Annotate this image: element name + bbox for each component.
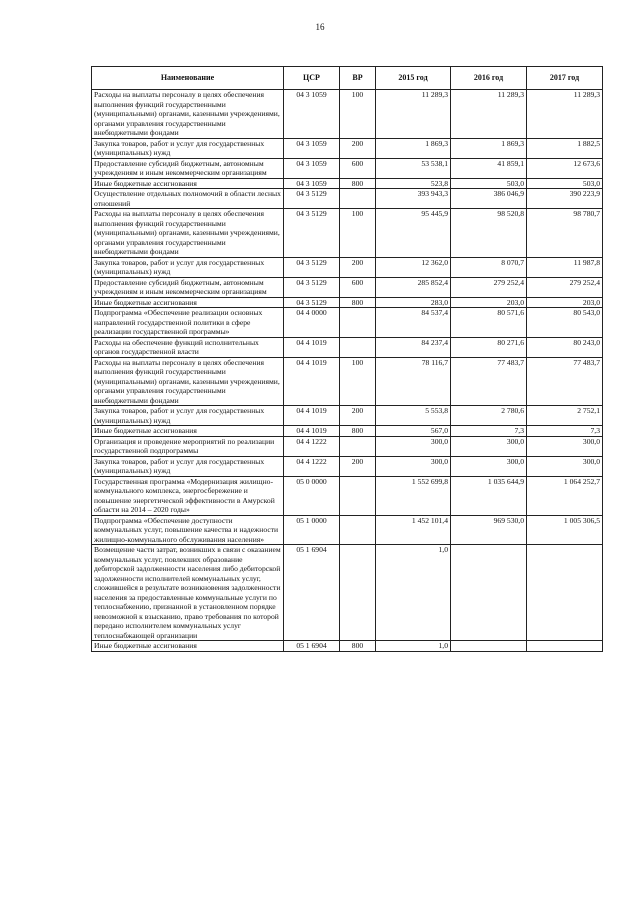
- row-2017: 279 252,4: [527, 277, 603, 297]
- row-vr: [340, 515, 376, 545]
- row-vr: [340, 545, 376, 641]
- header-2017: 2017 год: [527, 67, 603, 90]
- row-csr: 04 4 1222: [284, 436, 340, 456]
- row-2015: 283,0: [376, 297, 451, 308]
- row-name: Предоставление субсидий бюджетным, автономным учреждениям и иным некоммерческим организациям: [92, 158, 284, 178]
- row-2017: [527, 641, 603, 652]
- row-2016: [451, 641, 527, 652]
- row-2017: 390 223,9: [527, 189, 603, 209]
- row-name: Предоставление субсидий бюджетным, автономным учреждениям и иным некоммерческим организациям: [92, 277, 284, 297]
- row-vr: 800: [340, 641, 376, 652]
- budget-table: [91, 66, 603, 652]
- row-csr: 04 3 1059: [284, 158, 340, 178]
- table-row: [92, 337, 603, 357]
- header-csr: ЦСР: [284, 67, 340, 90]
- table-row: [92, 277, 603, 297]
- row-csr: 04 3 1059: [284, 138, 340, 158]
- table-row: [92, 641, 603, 652]
- row-vr: 200: [340, 257, 376, 277]
- row-2016: 279 252,4: [451, 277, 527, 297]
- table-row: [92, 138, 603, 158]
- table-row: [92, 178, 603, 189]
- row-2015: 1,0: [376, 545, 451, 641]
- header-name: Наименование: [92, 67, 284, 90]
- row-vr: [340, 476, 376, 515]
- row-2015: 300,0: [376, 436, 451, 456]
- row-csr: 05 1 6904: [284, 545, 340, 641]
- table-row: [92, 257, 603, 277]
- table-row: [92, 209, 603, 258]
- table-row: [92, 90, 603, 139]
- row-2017: 11 289,3: [527, 90, 603, 139]
- row-csr: 05 1 0000: [284, 515, 340, 545]
- row-name: Осуществление отдельных полномочий в области лесных отношений: [92, 189, 284, 209]
- row-name: Расходы на выплаты персоналу в целях обеспечения выполнения функций государственными (муниципальными) органами, казенными учреждениями, органами управления государственными внебюджетными фондами: [92, 357, 284, 406]
- row-csr: 05 1 6904: [284, 641, 340, 652]
- row-2016: 80 271,6: [451, 337, 527, 357]
- row-name: Расходы на выплаты персоналу в целях обеспечения выполнения функций государственными (муниципальными) органами, казенными учреждениями, органами управления государственными внебюджетными фондами: [92, 90, 284, 139]
- row-2017: 80 543,0: [527, 308, 603, 338]
- row-vr: 100: [340, 209, 376, 258]
- row-2015: 53 538,1: [376, 158, 451, 178]
- row-vr: 600: [340, 277, 376, 297]
- table-row: [92, 158, 603, 178]
- row-2016: 41 859,1: [451, 158, 527, 178]
- row-2017: 77 483,7: [527, 357, 603, 406]
- row-2017: 503,0: [527, 178, 603, 189]
- row-2015: 285 852,4: [376, 277, 451, 297]
- row-csr: 04 4 0000: [284, 308, 340, 338]
- row-2017: 1 882,5: [527, 138, 603, 158]
- row-2017: 203,0: [527, 297, 603, 308]
- row-vr: 600: [340, 158, 376, 178]
- row-name: Расходы на обеспечение функций исполнительных органов государственной власти: [92, 337, 284, 357]
- row-name: Иные бюджетные ассигнования: [92, 178, 284, 189]
- row-name: Подпрограмма «Обеспечение доступности коммунальных услуг, повышение качества и надежности жилищно-коммунального обслуживания населения»: [92, 515, 284, 545]
- row-2017: 80 243,0: [527, 337, 603, 357]
- row-csr: 04 4 1019: [284, 406, 340, 426]
- row-2015: 1 452 101,4: [376, 515, 451, 545]
- row-2017: 300,0: [527, 436, 603, 456]
- row-2016: 203,0: [451, 297, 527, 308]
- table-row: [92, 189, 603, 209]
- table-row: [92, 357, 603, 406]
- row-vr: 800: [340, 297, 376, 308]
- row-name: Подпрограмма «Обеспечение реализации основных направлений государственной политики в сфере реализации государственной программы»: [92, 308, 284, 338]
- row-2017: [527, 545, 603, 641]
- row-2017: 98 780,7: [527, 209, 603, 258]
- row-vr: 200: [340, 138, 376, 158]
- row-2016: 300,0: [451, 456, 527, 476]
- row-2015: 78 116,7: [376, 357, 451, 406]
- row-name: Организация и проведение мероприятий по реализации государственной подпрограммы: [92, 436, 284, 456]
- row-2017: 1 005 306,5: [527, 515, 603, 545]
- row-2016: 300,0: [451, 436, 527, 456]
- row-2015: 5 553,8: [376, 406, 451, 426]
- table-row: [92, 456, 603, 476]
- row-csr: 04 3 1059: [284, 178, 340, 189]
- row-2015: 84 537,4: [376, 308, 451, 338]
- header-2015: 2015 год: [376, 67, 451, 90]
- table-row: [92, 426, 603, 437]
- row-2016: 98 520,8: [451, 209, 527, 258]
- row-2016: 11 289,3: [451, 90, 527, 139]
- row-vr: [340, 189, 376, 209]
- row-2016: 7,3: [451, 426, 527, 437]
- row-vr: 200: [340, 456, 376, 476]
- row-2016: [451, 545, 527, 641]
- header-vr: ВР: [340, 67, 376, 90]
- row-csr: 04 3 5129: [284, 189, 340, 209]
- table-row: [92, 297, 603, 308]
- row-2016: 2 780,6: [451, 406, 527, 426]
- row-name: Иные бюджетные ассигнования: [92, 426, 284, 437]
- row-2016: 1 869,3: [451, 138, 527, 158]
- row-2015: 11 289,3: [376, 90, 451, 139]
- row-2016: 1 035 644,9: [451, 476, 527, 515]
- row-2015: 523,8: [376, 178, 451, 189]
- header-2016: 2016 год: [451, 67, 527, 90]
- row-csr: 04 4 1222: [284, 456, 340, 476]
- row-csr: 04 4 1019: [284, 337, 340, 357]
- row-name: Расходы на выплаты персоналу в целях обеспечения выполнения функций государственными (муниципальными) органами, казенными учреждениями, органами управления государственными внебюджетными фондами: [92, 209, 284, 258]
- row-2017: 12 673,6: [527, 158, 603, 178]
- row-csr: 05 0 0000: [284, 476, 340, 515]
- row-csr: 04 3 5129: [284, 277, 340, 297]
- row-2017: 300,0: [527, 456, 603, 476]
- row-vr: 100: [340, 357, 376, 406]
- row-2016: 386 046,9: [451, 189, 527, 209]
- table-row: [92, 515, 603, 545]
- row-csr: 04 4 1019: [284, 426, 340, 437]
- row-name: Возмещение части затрат, возникших в связи с оказанием коммунальных услуг, повлекших образование дебиторской задолженности населения либо дебиторской задолженности исполнителей коммунальных услуг, сложившейся в результате возникновения задолженности населения за предоставленные коммунальные услуги по теплоснабжению, признанной в установленном порядке невозможной к взысканию, право требования по которой передано исполнителем коммунальных услуг теплоснабжающей организации: [92, 545, 284, 641]
- row-2016: 77 483,7: [451, 357, 527, 406]
- row-2016: 80 571,6: [451, 308, 527, 338]
- row-2015: 1 552 699,8: [376, 476, 451, 515]
- row-2017: 1 064 252,7: [527, 476, 603, 515]
- table-row: [92, 308, 603, 338]
- row-name: Закупка товаров, работ и услуг для государственных (муниципальных) нужд: [92, 406, 284, 426]
- row-csr: 04 3 5129: [284, 257, 340, 277]
- table-header-row: [92, 67, 603, 90]
- row-csr: 04 3 1059: [284, 90, 340, 139]
- table-body: [92, 90, 603, 652]
- row-2016: 503,0: [451, 178, 527, 189]
- row-vr: 800: [340, 178, 376, 189]
- row-name: Государственная программа «Модернизация жилищно-коммунального комплекса, энергосбережение и повышение энергетической эффективности в Амурской области на 2014 – 2020 годы»: [92, 476, 284, 515]
- row-csr: 04 3 5129: [284, 209, 340, 258]
- row-name: Иные бюджетные ассигнования: [92, 641, 284, 652]
- row-2016: 8 070,7: [451, 257, 527, 277]
- table-row: [92, 545, 603, 641]
- table-row: [92, 436, 603, 456]
- row-vr: [340, 337, 376, 357]
- row-name: Закупка товаров, работ и услуг для государственных (муниципальных) нужд: [92, 257, 284, 277]
- row-name: Закупка товаров, работ и услуг для государственных (муниципальных) нужд: [92, 456, 284, 476]
- row-vr: 200: [340, 406, 376, 426]
- row-vr: [340, 308, 376, 338]
- row-2017: 2 752,1: [527, 406, 603, 426]
- row-2015: 12 362,0: [376, 257, 451, 277]
- page-number: 16: [315, 22, 325, 32]
- row-vr: 800: [340, 426, 376, 437]
- row-vr: 100: [340, 90, 376, 139]
- row-2015: 1,0: [376, 641, 451, 652]
- row-2015: 300,0: [376, 456, 451, 476]
- row-2015: 567,0: [376, 426, 451, 437]
- row-2015: 393 943,3: [376, 189, 451, 209]
- row-2015: 95 445,9: [376, 209, 451, 258]
- row-2017: 7,3: [527, 426, 603, 437]
- table-row: [92, 476, 603, 515]
- row-name: Закупка товаров, работ и услуг для государственных (муниципальных) нужд: [92, 138, 284, 158]
- row-name: Иные бюджетные ассигнования: [92, 297, 284, 308]
- row-2015: 84 237,4: [376, 337, 451, 357]
- row-csr: 04 4 1019: [284, 357, 340, 406]
- row-2016: 969 530,0: [451, 515, 527, 545]
- row-2017: 11 987,8: [527, 257, 603, 277]
- table-row: [92, 406, 603, 426]
- row-vr: [340, 436, 376, 456]
- row-2015: 1 869,3: [376, 138, 451, 158]
- row-csr: 04 3 5129: [284, 297, 340, 308]
